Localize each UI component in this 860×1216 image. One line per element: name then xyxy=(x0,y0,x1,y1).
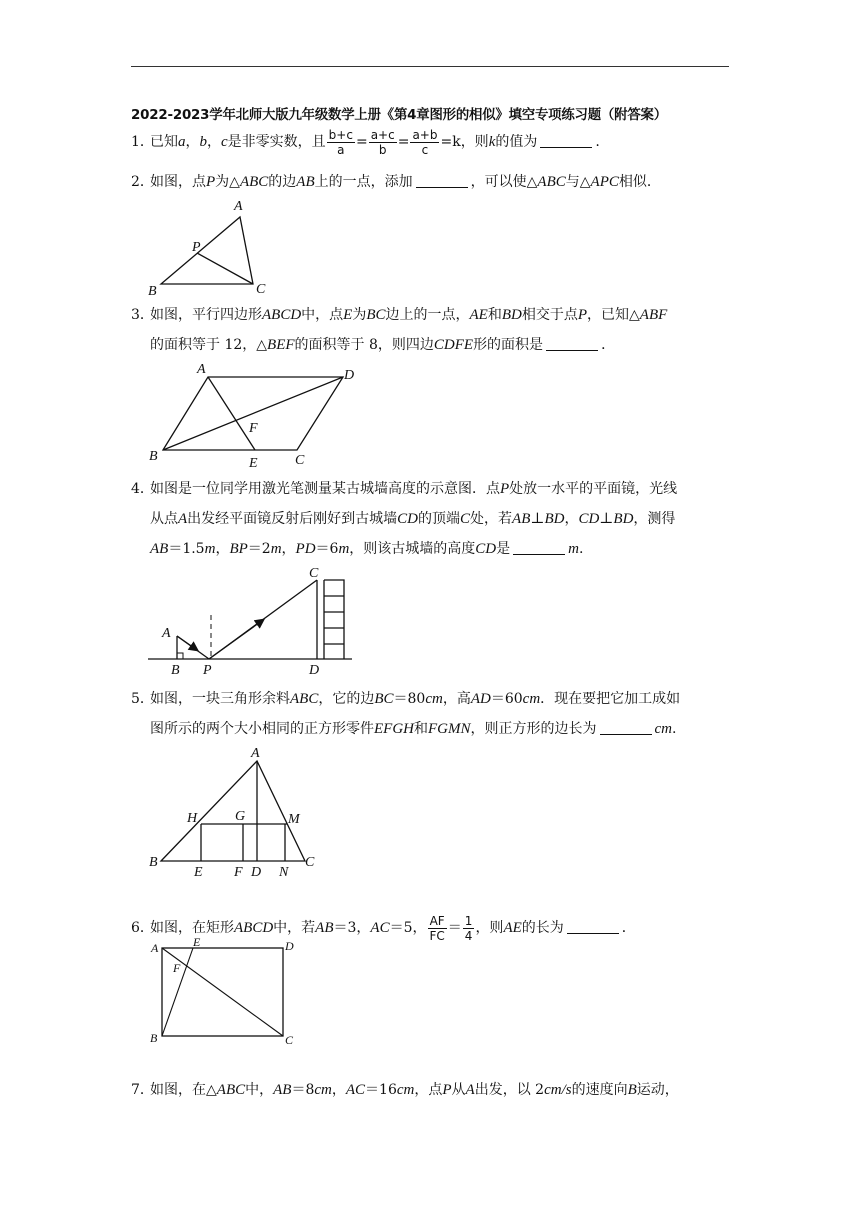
label-D: D xyxy=(251,865,262,880)
label-B: B xyxy=(150,1031,158,1045)
question-5: 5．如图，一块三角形余料ABC，它的边BC＝80cm，高AD＝60cm．现在要把它加工成如 图所示的两个大小相同的正方形零件EFGH和FGMN，则正方形的边长为 cm. xyxy=(131,691,681,737)
label-A: A xyxy=(234,199,243,214)
question-4: 4．如图是一位同学用激光笔测量某古城墙高度的示意图．点P处放一水平的平面镜，光线 从点A出发经平面镜反射后刚好到古城墙CD的顶端C处，若AB⊥BD，CD⊥BD，测得 AB＝1.5m，BP＝2m，PD＝6m，则该古城墙的高度CD是 m. xyxy=(131,481,678,557)
label-M: M xyxy=(288,812,300,827)
fraction-one-quarter: $\frac{1}{4}$ xyxy=(464,913,473,943)
figure-q3-parallelogram xyxy=(145,360,365,470)
question-2: 2．如图，点P为△ABC的边AB上的一点，添加 ，可以使△ABC与△APC相似． xyxy=(131,174,661,190)
question-1: 1．已知a，b，c是非零实数，且 $\frac{b+c}{a}$ = $\frac{a+c}{b}$ = $\frac{a+b}{c}$ =k，则k的值为 . xyxy=(131,127,600,157)
label-A: A xyxy=(197,362,206,377)
fraction-1: $\frac{b+c}{a}$ xyxy=(328,127,353,157)
figure-q6-rectangle xyxy=(145,932,305,1050)
label-N: N xyxy=(279,865,289,880)
answer-blank-5[interactable] xyxy=(600,720,652,735)
question-7: 7．如图，在△ABC中，AB＝8cm，AC＝16cm，点P从A出发，以 2cm/s的速度向B运动， xyxy=(131,1082,679,1098)
label-B: B xyxy=(171,663,180,678)
figure-q4-laser-wall xyxy=(145,565,360,680)
fraction-3: $\frac{a+b}{c}$ xyxy=(412,127,438,157)
answer-blank-1[interactable] xyxy=(540,133,592,148)
label-E: E xyxy=(249,456,258,471)
label-D: D xyxy=(285,939,294,953)
label-F: F xyxy=(249,421,258,436)
label-B: B xyxy=(148,284,157,299)
question-6: 6．如图，在矩形ABCD中，若AB＝3，AC＝5， $\frac{AF}{FC}$ ＝ $\frac{1}{4}$ ，则AE的长为 ． xyxy=(131,913,636,943)
label-P: P xyxy=(203,663,212,678)
label-D: D xyxy=(344,368,355,383)
label-F: F xyxy=(173,961,181,975)
answer-blank-4[interactable] xyxy=(513,540,565,555)
label-E: E xyxy=(193,935,201,949)
label-C: C xyxy=(305,855,315,870)
fraction-2: $\frac{a+c}{b}$ xyxy=(370,127,395,157)
label-C: C xyxy=(295,453,305,468)
label-C: C xyxy=(285,1033,294,1047)
figure-q5-triangle-squares xyxy=(145,744,325,879)
answer-blank-2[interactable] xyxy=(416,173,468,188)
label-E: E xyxy=(194,865,203,880)
answer-blank-6[interactable] xyxy=(567,919,619,934)
header-rule xyxy=(131,66,729,67)
label-C: C xyxy=(256,282,266,297)
label-A: A xyxy=(251,746,260,761)
document-title: 2022-2023学年北师大版九年级数学上册《第4章图形的相似》填空专项练习题（附答案） xyxy=(131,108,667,123)
label-H: H xyxy=(187,811,198,826)
answer-blank-3[interactable] xyxy=(546,336,598,351)
label-A: A xyxy=(151,941,159,955)
label-F: F xyxy=(234,865,243,880)
fraction-af-fc: $\frac{AF}{FC}$ xyxy=(429,913,445,943)
label-D: D xyxy=(309,663,320,678)
label-P: P xyxy=(192,240,201,255)
label-C: C xyxy=(309,566,319,581)
question-3: 3．如图，平行四边形ABCD中，点E为BC边上的一点，AE和BD相交于点P，已知△ABF 的面积等于 12，△BEF的面积等于 8，则四边CDFE形的面积是 ． xyxy=(131,307,668,353)
figure-q2-triangle xyxy=(140,196,280,301)
label-B: B xyxy=(149,855,158,870)
label-G: G xyxy=(235,809,246,824)
label-B: B xyxy=(149,449,158,464)
label-A: A xyxy=(162,626,171,641)
